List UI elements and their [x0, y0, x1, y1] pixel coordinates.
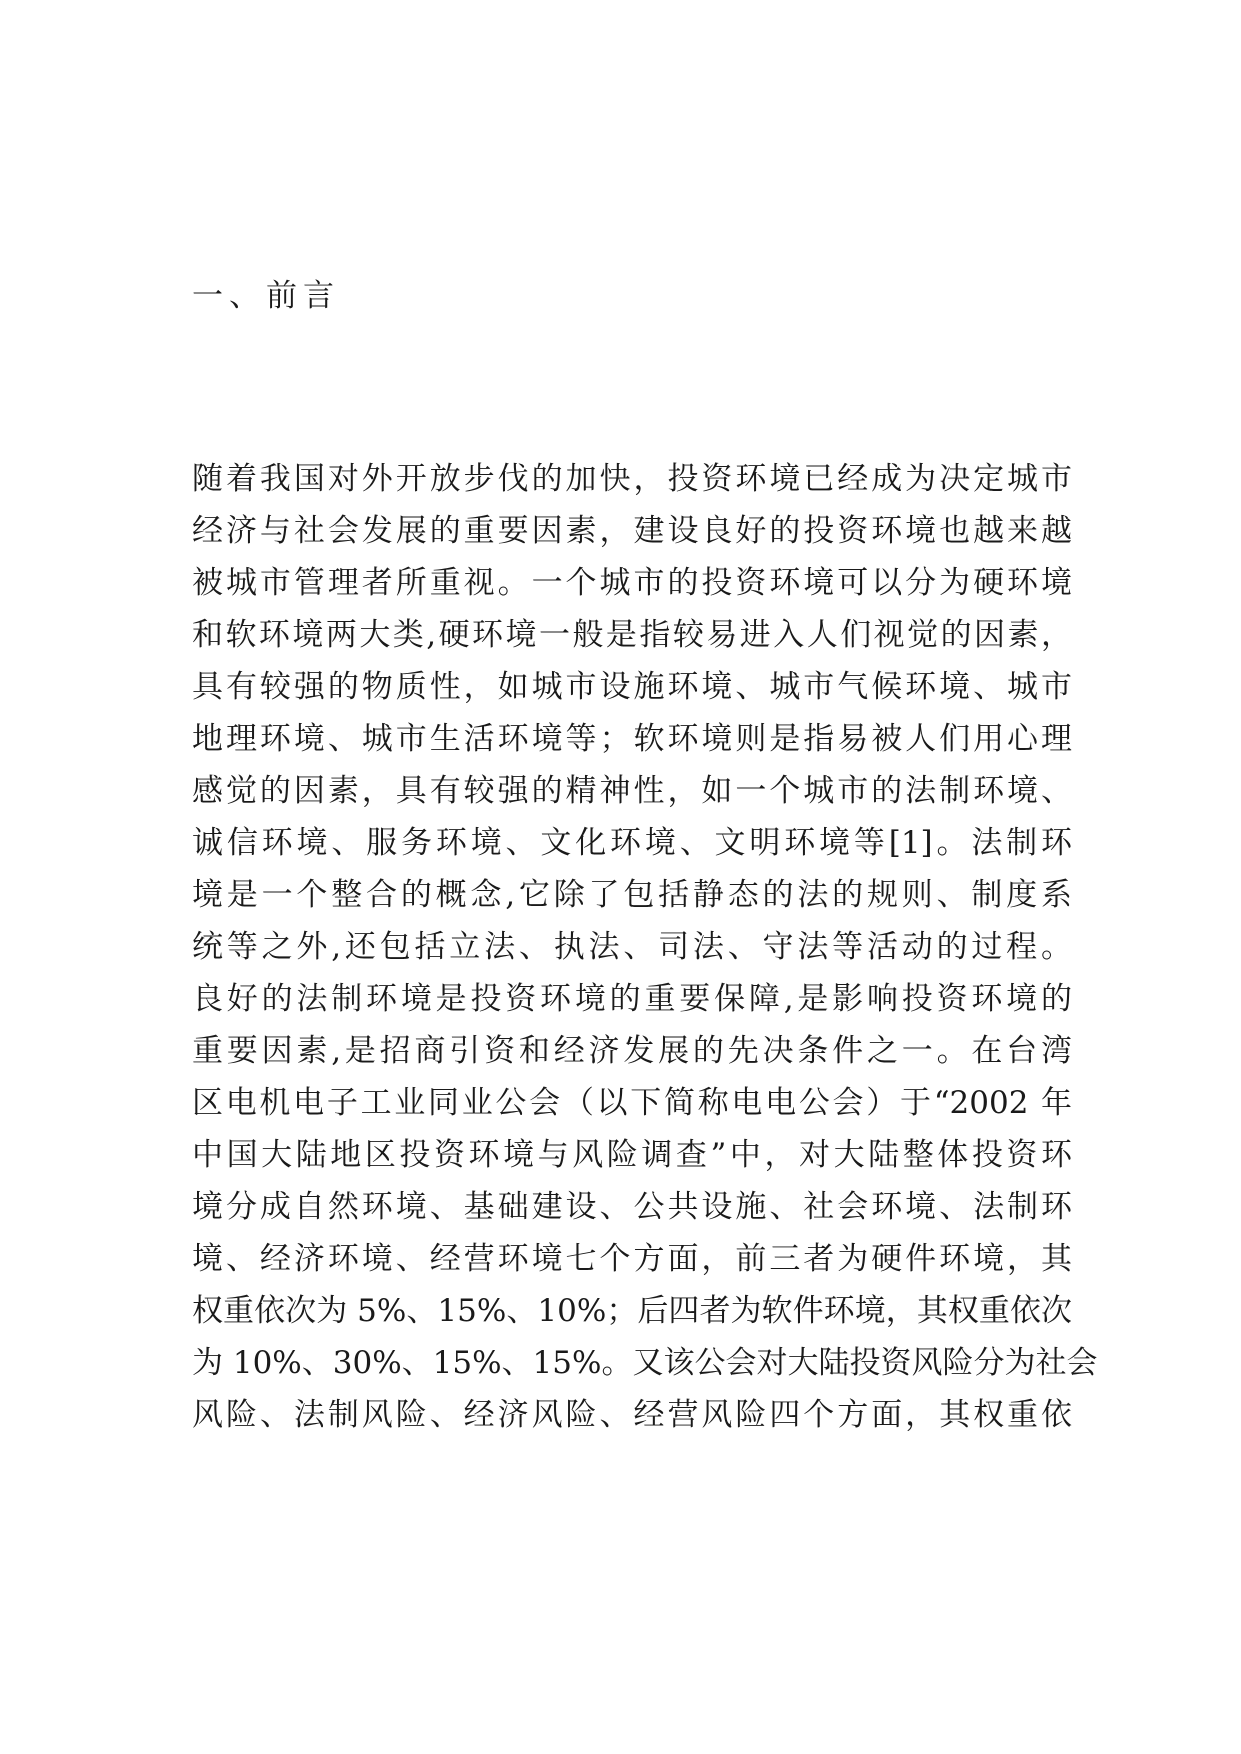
body-paragraph	[192, 453, 1098, 1441]
paragraph-line: 区电机电子工业同业公会（以下简称电电公会）于“2002 年	[192, 1085, 1072, 1121]
paragraph-line: 权重依次为 5%、15%、10%；后四者为软件环境，其权重依次	[192, 1293, 1072, 1329]
paragraph-line: 随着我国对外开放步伐的加快，投资环境已经成为决定城市	[192, 461, 1072, 497]
paragraph-line: 境、经济环境、经营环境七个方面，前三者为硬件环境，其	[192, 1241, 1072, 1277]
paragraph-line: 中国大陆地区投资环境与风险调查”中，对大陆整体投资环	[192, 1137, 1072, 1173]
paragraph-line: 良好的法制环境是投资环境的重要保障,是影响投资环境的	[192, 981, 1072, 1017]
paragraph-line: 境是一个整合的概念,它除了包括静态的法的规则、制度系	[192, 877, 1072, 913]
paragraph-line: 感觉的因素，具有较强的精神性，如一个城市的法制环境、	[192, 773, 1072, 809]
paragraph-line: 地理环境、城市生活环境等；软环境则是指易被人们用心理	[192, 721, 1072, 757]
paragraph-line: 统等之外,还包括立法、执法、司法、守法等活动的过程。	[192, 929, 1072, 965]
paragraph-line: 境分成自然环境、基础建设、公共设施、社会环境、法制环	[192, 1189, 1072, 1225]
paragraph-line: 重要因素,是招商引资和经济发展的先决条件之一。在台湾	[192, 1033, 1072, 1069]
paragraph-line: 被城市管理者所重视。一个城市的投资环境可以分为硬环境	[192, 565, 1072, 601]
paragraph-line: 和软环境两大类,硬环境一般是指较易进入人们视觉的因素，	[192, 617, 1072, 653]
paragraph-line: 具有较强的物质性，如城市设施环境、城市气候环境、城市	[192, 669, 1072, 705]
section-heading: 一、前言	[192, 278, 340, 314]
paragraph-line: 诚信环境、服务环境、文化环境、文明环境等[1]。法制环	[192, 825, 1072, 861]
paragraph-line: 经济与社会发展的重要因素，建设良好的投资环境也越来越	[192, 513, 1072, 549]
paragraph-line: 风险、法制风险、经济风险、经营风险四个方面，其权重依	[192, 1397, 1072, 1433]
paragraph-line: 为 10%、30%、15%、15%。又该公会对大陆投资风险分为社会	[192, 1345, 1098, 1381]
